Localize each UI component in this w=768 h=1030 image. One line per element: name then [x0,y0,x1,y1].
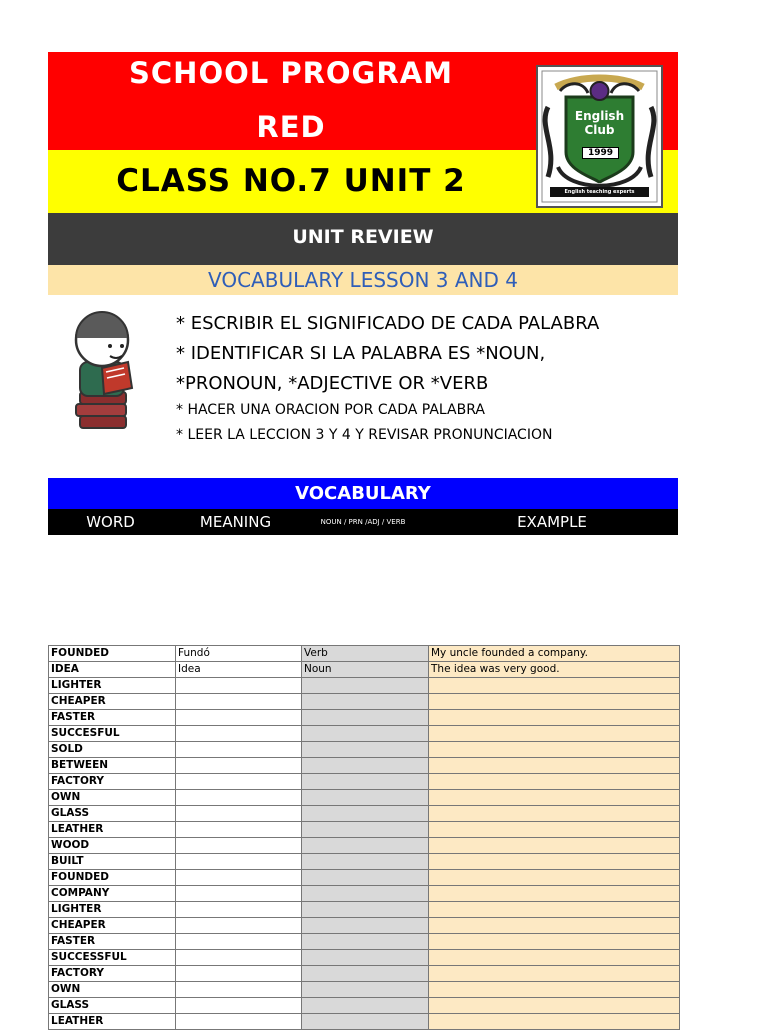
example-cell[interactable] [429,982,680,998]
example-cell[interactable] [429,790,680,806]
example-cell[interactable] [429,774,680,790]
table-row [49,774,680,790]
word-cell: FOUNDED [49,870,176,886]
meaning-cell[interactable] [176,774,302,790]
example-cell[interactable] [429,758,680,774]
word-cell: OWN [49,790,176,806]
table-row [49,918,680,934]
word-cell: FASTER [49,934,176,950]
meaning-cell[interactable] [176,758,302,774]
word-cell: SUCCESFUL [49,726,176,742]
type-cell[interactable] [302,982,429,998]
meaning-cell[interactable]: Fundó [176,646,302,662]
type-cell[interactable] [302,934,429,950]
vocabulary-title: VOCABULARY [48,478,678,509]
meaning-cell[interactable] [176,1014,302,1030]
example-cell[interactable] [429,1014,680,1030]
column-header-word: WORD [86,513,135,531]
vocabulary-lesson-title: VOCABULARY LESSON 3 AND 4 [208,268,518,292]
column-header-type: NOUN / PRN /ADJ / VERB [320,518,406,526]
type-cell[interactable] [302,918,429,934]
type-cell[interactable]: Noun [302,662,429,678]
program-color: RED [256,110,326,144]
word-cell: FASTER [49,710,176,726]
word-cell: FOUNDED [49,646,176,662]
type-cell[interactable] [302,870,429,886]
logo-tagline: English teaching experts [564,189,635,195]
instruction-1: * ESCRIBIR EL SIGNIFICADO DE CADA PALABRA [176,313,600,334]
word-cell: IDEA [49,662,176,678]
table-row [49,886,680,902]
type-cell[interactable] [302,694,429,710]
logo-year: 1999 [582,147,619,159]
meaning-cell[interactable] [176,710,302,726]
word-cell: GLASS [49,998,176,1014]
example-cell[interactable] [429,678,680,694]
type-cell[interactable] [302,966,429,982]
table-row [49,854,680,870]
table-row [49,870,680,886]
example-cell[interactable] [429,854,680,870]
type-cell[interactable] [302,758,429,774]
example-cell[interactable] [429,934,680,950]
type-cell[interactable] [302,678,429,694]
logo-text-english: English [574,109,625,123]
meaning-cell[interactable] [176,726,302,742]
example-cell[interactable] [429,822,680,838]
example-cell[interactable] [429,694,680,710]
meaning-cell[interactable] [176,950,302,966]
table-row [49,838,680,854]
example-cell[interactable] [429,966,680,982]
example-cell[interactable] [429,870,680,886]
type-cell[interactable] [302,790,429,806]
word-cell: BETWEEN [49,758,176,774]
table-row [49,902,680,918]
logo-text-club: Club [584,123,615,137]
vocabulary-table [48,645,680,1030]
meaning-cell[interactable] [176,854,302,870]
word-cell: LIGHTER [49,902,176,918]
table-row [49,950,680,966]
meaning-cell[interactable] [176,966,302,982]
type-cell[interactable] [302,838,429,854]
example-cell[interactable]: My uncle founded a company. [429,646,680,662]
type-cell[interactable] [302,902,429,918]
type-cell[interactable] [302,774,429,790]
type-cell[interactable] [302,950,429,966]
vocabulary-column-headers [48,509,678,535]
instruction-5: * LEER LA LECCION 3 Y 4 Y REVISAR PRONUNCIACION [176,427,553,443]
program-title: SCHOOL PROGRAM [129,56,453,90]
english-club-logo [536,65,663,208]
example-cell[interactable] [429,806,680,822]
meaning-cell[interactable] [176,934,302,950]
meaning-cell[interactable] [176,742,302,758]
table-row [49,678,680,694]
type-cell[interactable] [302,726,429,742]
example-cell[interactable] [429,726,680,742]
table-row [49,694,680,710]
class-unit-title: CLASS NO.7 UNIT 2 [116,163,466,199]
word-cell: FACTORY [49,774,176,790]
word-cell: SUCCESSFUL [49,950,176,966]
meaning-cell[interactable] [176,678,302,694]
table-row [49,710,680,726]
type-cell[interactable] [302,710,429,726]
meaning-cell[interactable] [176,870,302,886]
table-row [49,790,680,806]
word-cell: WOOD [49,838,176,854]
table-row [49,726,680,742]
meaning-cell[interactable]: Idea [176,662,302,678]
example-cell[interactable] [429,998,680,1014]
example-cell[interactable] [429,902,680,918]
type-cell[interactable] [302,822,429,838]
type-cell[interactable] [302,854,429,870]
type-cell[interactable] [302,886,429,902]
meaning-cell[interactable] [176,806,302,822]
column-header-meaning: MEANING [199,513,272,531]
word-cell: CHEAPER [49,694,176,710]
word-cell: LEATHER [49,1014,176,1030]
instruction-2: * IDENTIFICAR SI LA PALABRA ES *NOUN, [176,343,546,364]
table-row [49,806,680,822]
meaning-cell[interactable] [176,838,302,854]
meaning-cell[interactable] [176,790,302,806]
meaning-cell[interactable] [176,902,302,918]
example-cell[interactable] [429,918,680,934]
table-row [49,934,680,950]
example-cell[interactable] [429,710,680,726]
unit-review-title: UNIT REVIEW [292,226,434,248]
word-cell: BUILT [49,854,176,870]
table-row [49,1014,680,1030]
table-row [49,646,680,662]
word-cell: LEATHER [49,822,176,838]
table-row [49,742,680,758]
table-row [49,998,680,1014]
meaning-cell[interactable] [176,998,302,1014]
type-cell[interactable]: Verb [302,646,429,662]
word-cell: SOLD [49,742,176,758]
word-cell: FACTORY [49,966,176,982]
meaning-cell[interactable] [176,694,302,710]
type-cell[interactable] [302,1014,429,1030]
word-cell: LIGHTER [49,678,176,694]
word-cell: CHEAPER [49,918,176,934]
type-cell[interactable] [302,998,429,1014]
meaning-cell[interactable] [176,886,302,902]
word-cell: OWN [49,982,176,998]
instruction-4: * HACER UNA ORACION POR CADA PALABRA [176,402,485,418]
example-cell[interactable] [429,950,680,966]
word-cell: GLASS [49,806,176,822]
meaning-cell[interactable] [176,918,302,934]
table-row [49,966,680,982]
word-cell: COMPANY [49,886,176,902]
instruction-3: *PRONOUN, *ADJECTIVE OR *VERB [176,373,489,394]
table-row [49,822,680,838]
example-cell[interactable] [429,742,680,758]
reading-student-icon [66,306,144,434]
column-header-example: EXAMPLE [517,513,587,531]
meaning-cell[interactable] [176,822,302,838]
table-row [49,662,680,678]
table-row [49,758,680,774]
example-cell[interactable]: The idea was very good. [429,662,680,678]
meaning-cell[interactable] [176,982,302,998]
type-cell[interactable] [302,742,429,758]
type-cell[interactable] [302,806,429,822]
example-cell[interactable] [429,886,680,902]
table-row [49,982,680,998]
example-cell[interactable] [429,838,680,854]
